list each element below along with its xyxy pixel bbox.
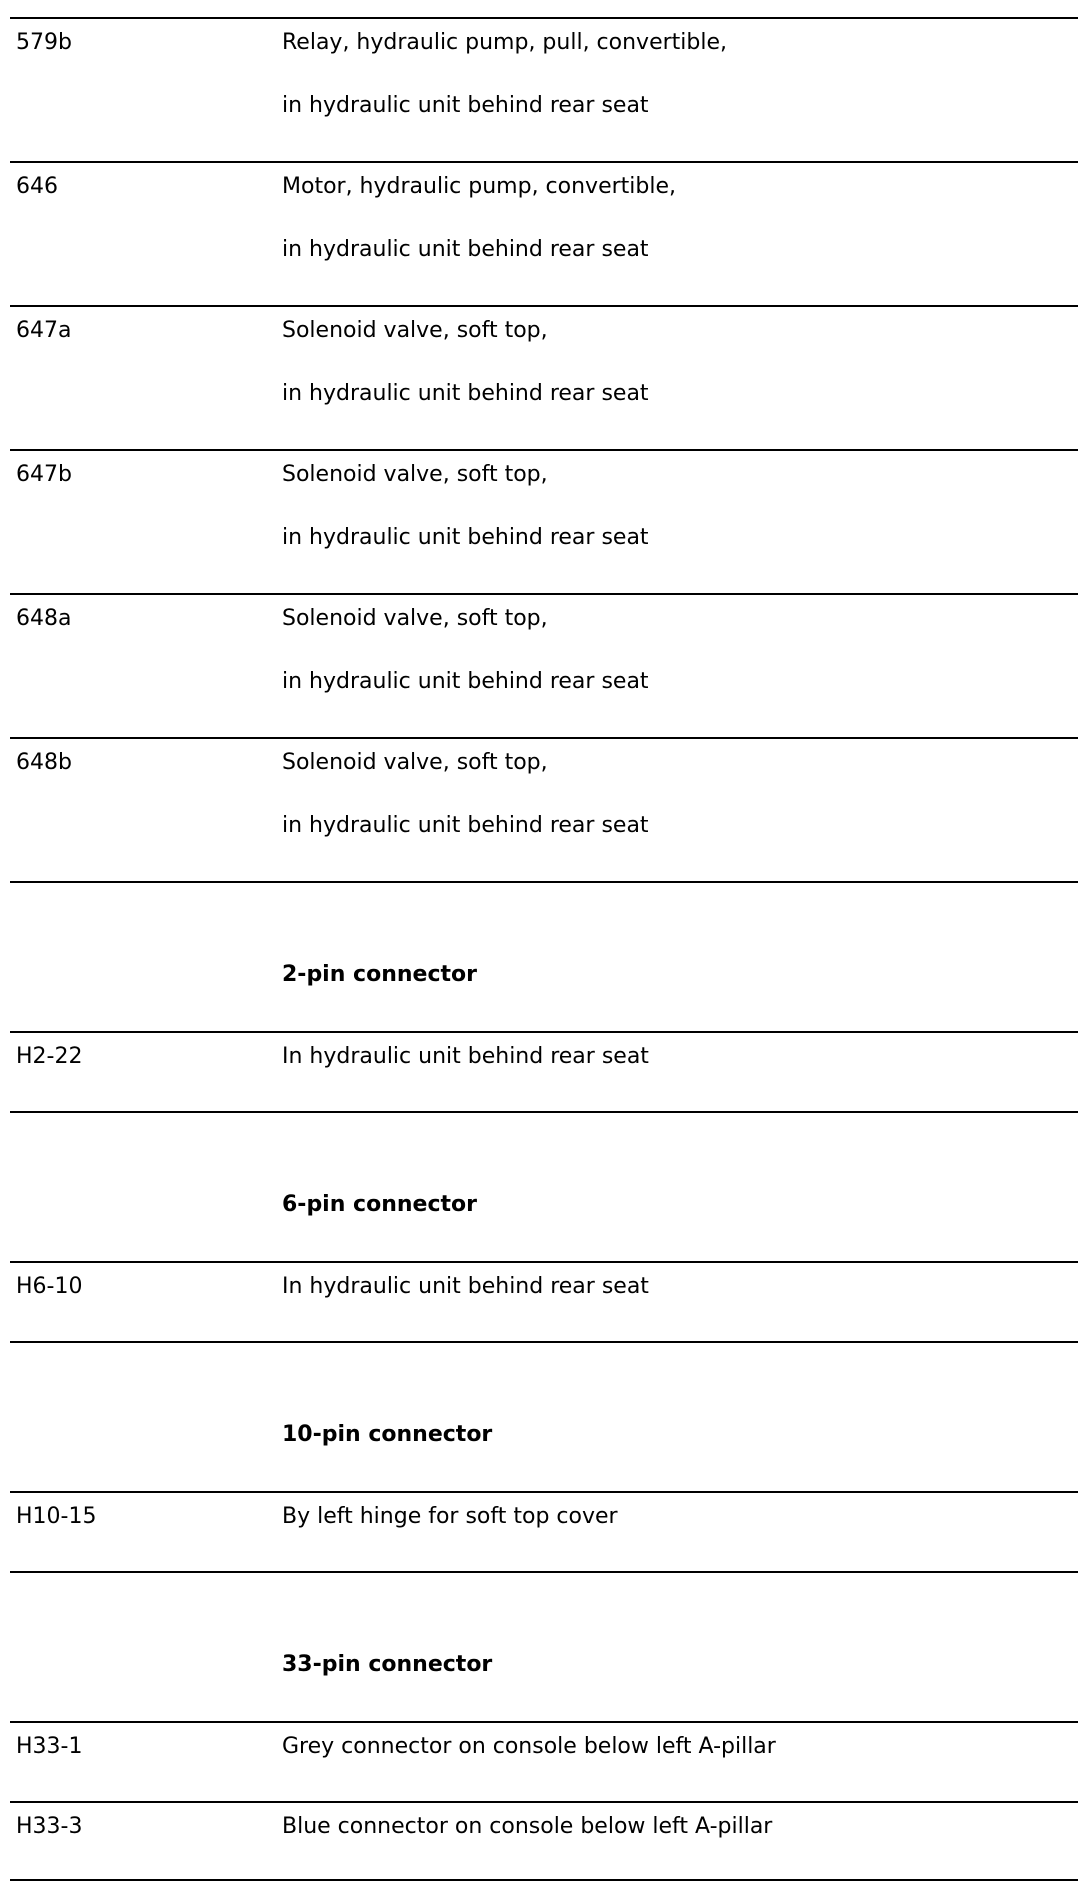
component-location-table [10,17,1078,1881]
section-header-6-pin [10,1111,1078,1261]
component-code: 648a [16,606,72,631]
description-line: Solenoid valve, soft top, [282,318,548,343]
component-description [282,461,649,552]
component-description [282,29,727,120]
location-line: in hydraulic unit behind rear seat [282,525,649,550]
connector-code: H33-1 [16,1734,83,1759]
component-code: 579b [16,30,72,55]
section-heading: 10-pin connector [282,1422,493,1447]
section-heading: 33-pin connector [282,1652,493,1677]
component-code: 647a [16,318,72,343]
connector-location: Grey connector on console below left A-pillar [282,1734,776,1759]
section-heading: 6-pin connector [282,1192,477,1217]
component-description [282,749,649,840]
description-line: Solenoid valve, soft top, [282,606,548,631]
component-code: 647b [16,462,72,487]
component-code: 646 [16,174,58,199]
description-line: Solenoid valve, soft top, [282,462,548,487]
connector-code: H33-3 [16,1814,83,1839]
component-description [282,317,649,408]
table-row [10,1491,1078,1571]
location-line: in hydraulic unit behind rear seat [282,381,649,406]
section-header-33-pin [10,1571,1078,1721]
component-description [282,605,649,696]
table-row [10,1261,1078,1341]
connector-location: By left hinge for soft top cover [282,1504,618,1529]
section-header-2-pin [10,881,1078,1031]
table-row [10,17,1078,161]
component-description [282,173,676,264]
description-line: Motor, hydraulic pump, convertible, [282,174,677,199]
location-line: in hydraulic unit behind rear seat [282,237,649,262]
section-header-10-pin [10,1341,1078,1491]
table-row [10,737,1078,881]
table-row [10,305,1078,449]
location-line: in hydraulic unit behind rear seat [282,93,649,118]
table-row [10,1721,1078,1801]
table-row [10,449,1078,593]
description-line: Solenoid valve, soft top, [282,750,548,775]
location-line: in hydraulic unit behind rear seat [282,813,649,838]
component-code: 648b [16,750,72,775]
table-row [10,1031,1078,1111]
connector-code: H2-22 [16,1044,83,1069]
section-heading: 2-pin connector [282,962,477,987]
connector-location: In hydraulic unit behind rear seat [282,1044,649,1069]
connector-code: H6-10 [16,1274,83,1299]
description-line: Relay, hydraulic pump, pull, convertible, [282,30,727,55]
table-row [10,1801,1078,1881]
connector-location: Blue connector on console below left A-pillar [282,1814,773,1839]
connector-code: H10-15 [16,1504,97,1529]
connector-location: In hydraulic unit behind rear seat [282,1274,649,1299]
table-row [10,161,1078,305]
table-row [10,593,1078,737]
location-line: in hydraulic unit behind rear seat [282,669,649,694]
